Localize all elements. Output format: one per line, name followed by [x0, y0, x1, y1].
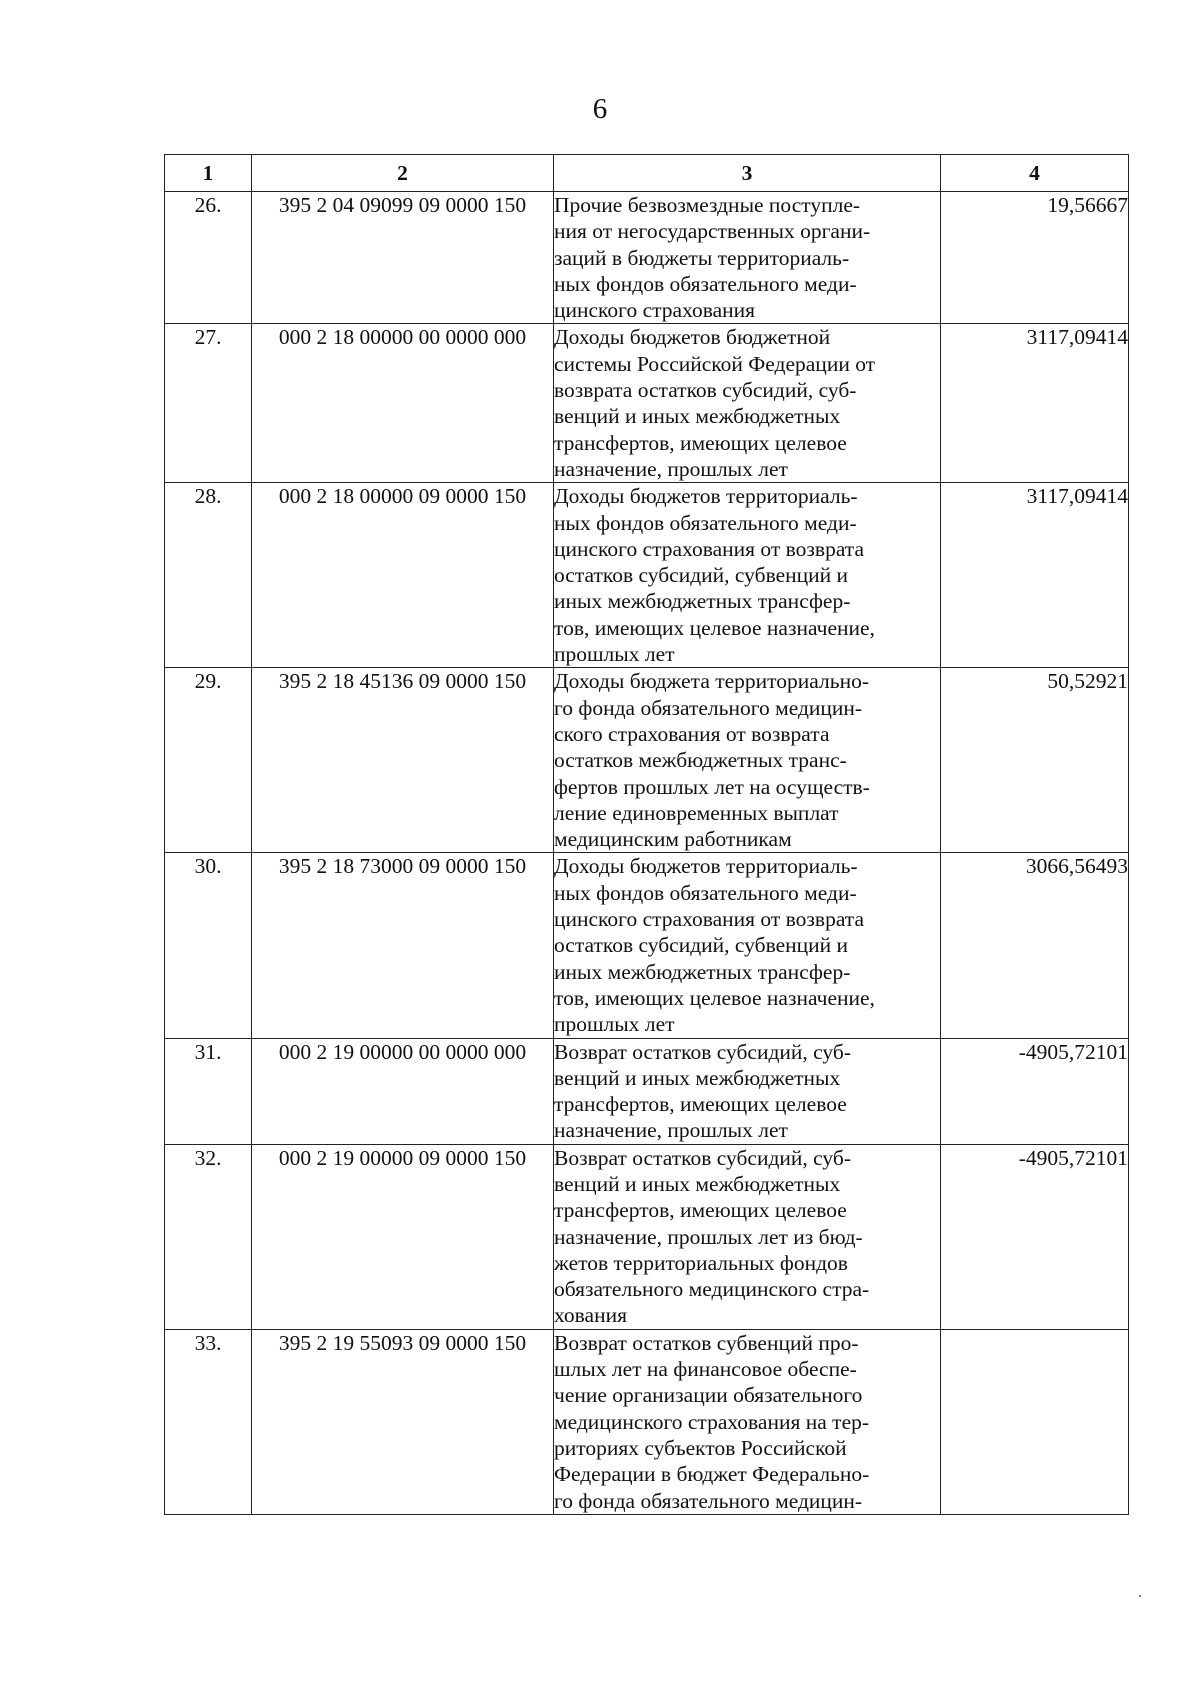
description-line: Доходы бюджета территориально-	[554, 669, 869, 694]
budget-classification-code: 000 2 18 00000 09 0000 150	[252, 483, 554, 668]
description-line: Возврат остатков субсидий, суб-	[554, 1145, 851, 1170]
description-line: трансфертов, имеющих целевое	[554, 1198, 847, 1223]
description-line: Доходы бюджетов территориаль-	[554, 854, 858, 879]
description-line: назначение, прошлых лет	[554, 456, 788, 481]
budget-classification-code: 000 2 18 00000 00 0000 000	[252, 324, 554, 483]
description-line: медицинского страхования на тер-	[554, 1409, 870, 1434]
column-header-amount: 4	[941, 155, 1129, 192]
description-line: цинского страхования от возврата	[554, 907, 865, 932]
amount-value: 3117,09414	[941, 483, 1129, 668]
budget-classification-code: 395 2 19 55093 09 0000 150	[252, 1329, 554, 1514]
table-body	[165, 192, 1129, 1515]
table-row	[165, 668, 1129, 853]
description-line: го фонда обязательного медицин-	[554, 695, 863, 720]
description-line: Федерации в бюджет Федерально-	[554, 1462, 870, 1487]
row-number: 26.	[165, 192, 252, 324]
row-number: 29.	[165, 668, 252, 853]
description-line: возврата остатков субсидий, суб-	[554, 378, 857, 403]
column-header-number: 1	[165, 155, 252, 192]
table-row	[165, 192, 1129, 324]
description-line: системы Российской Федерации от	[554, 351, 876, 376]
description-line: тов, имеющих целевое назначение,	[554, 615, 875, 640]
table-row	[165, 1144, 1129, 1329]
description-line: заций в бюджеты территориаль-	[554, 245, 850, 270]
description-line: ление единовременных выплат	[554, 800, 839, 825]
description-line: тов, имеющих целевое назначение,	[554, 985, 875, 1010]
budget-revenue-table	[164, 154, 1129, 1515]
description-line: Возврат остатков субвенций про-	[554, 1330, 859, 1355]
description-line: Доходы бюджетов территориаль-	[554, 484, 858, 509]
column-header-code: 2	[252, 155, 554, 192]
table-row	[165, 324, 1129, 483]
row-number: 31.	[165, 1038, 252, 1144]
budget-classification-code: 000 2 19 00000 09 0000 150	[252, 1144, 554, 1329]
description-line: Прочие безвозмездные поступле-	[554, 193, 861, 217]
description-line: иных межбюджетных трансфер-	[554, 959, 851, 984]
amount-value: 3117,09414	[941, 324, 1129, 483]
amount-value: -4905,72101	[941, 1038, 1129, 1144]
amount-value: 19,56667	[941, 192, 1129, 324]
revenue-description	[554, 668, 941, 853]
revenue-description	[554, 853, 941, 1038]
description-line: ных фондов обязательного меди-	[554, 271, 857, 296]
table-row	[165, 1038, 1129, 1144]
description-line: медицинским работникам	[554, 827, 792, 852]
page-number: 6	[592, 93, 608, 125]
description-line: ных фондов обязательного меди-	[554, 510, 857, 535]
description-line: ния от негосударственных органи-	[554, 219, 871, 244]
description-line: остатков субсидий, субвенций и	[554, 933, 849, 958]
amount-value: 3066,56493	[941, 853, 1129, 1038]
description-line: трансфертов, имеющих целевое	[554, 430, 847, 455]
row-number: 32.	[165, 1144, 252, 1329]
description-line: чение организации обязательного	[554, 1383, 863, 1408]
table-row	[165, 483, 1129, 668]
description-line: венций и иных межбюджетных	[554, 1065, 841, 1090]
budget-classification-code: 395 2 18 45136 09 0000 150	[252, 668, 554, 853]
description-line: прошлых лет	[554, 1012, 675, 1037]
description-line: прошлых лет	[554, 642, 675, 667]
description-line: хования	[554, 1303, 627, 1328]
amount-value: 50,52921	[941, 668, 1129, 853]
description-line: фертов прошлых лет на осуществ-	[554, 774, 870, 799]
description-line: ского страхования от возврата	[554, 721, 830, 746]
revenue-description	[554, 1144, 941, 1329]
description-line: назначение, прошлых лет	[554, 1118, 788, 1143]
description-line: венций и иных межбюджетных	[554, 404, 841, 429]
budget-classification-code: 395 2 18 73000 09 0000 150	[252, 853, 554, 1038]
description-line: ных фондов обязательного меди-	[554, 880, 857, 905]
revenue-description	[554, 324, 941, 483]
description-line: Возврат остатков субсидий, суб-	[554, 1039, 851, 1064]
revenue-description	[554, 483, 941, 668]
description-line: назначение, прошлых лет из бюд-	[554, 1224, 863, 1249]
column-header-description: 3	[554, 155, 941, 192]
description-line: шлых лет на финансовое обеспе-	[554, 1357, 857, 1382]
row-number: 27.	[165, 324, 252, 483]
description-line: остатков межбюджетных транс-	[554, 748, 847, 773]
description-line: цинского страхования от возврата	[554, 536, 865, 561]
amount-value	[941, 1329, 1129, 1514]
row-number: 30.	[165, 853, 252, 1038]
description-line: обязательного медицинского стра-	[554, 1277, 870, 1302]
description-line: остатков субсидий, субвенций и	[554, 563, 849, 588]
amount-value: -4905,72101	[941, 1144, 1129, 1329]
description-line: иных межбюджетных трансфер-	[554, 589, 851, 614]
description-line: венций и иных межбюджетных	[554, 1171, 841, 1196]
budget-classification-code: 395 2 04 09099 09 0000 150	[252, 192, 554, 324]
description-line: го фонда обязательного медицин-	[554, 1488, 863, 1513]
table-row	[165, 853, 1129, 1038]
description-line: трансфертов, имеющих целевое	[554, 1092, 847, 1117]
scan-artifact-dot	[1139, 1595, 1141, 1597]
description-line: жетов территориальных фондов	[554, 1250, 848, 1275]
table-row	[165, 1329, 1129, 1514]
revenue-description	[554, 1329, 941, 1514]
table-header-row	[165, 155, 1129, 192]
row-number: 28.	[165, 483, 252, 668]
row-number: 33.	[165, 1329, 252, 1514]
revenue-description	[554, 192, 941, 324]
description-line: Доходы бюджетов бюджетной	[554, 325, 831, 350]
revenue-description	[554, 1038, 941, 1144]
description-line: цинского страхования	[554, 298, 756, 323]
description-line: риториях субъектов Российской	[554, 1435, 847, 1460]
budget-classification-code: 000 2 19 00000 00 0000 000	[252, 1038, 554, 1144]
